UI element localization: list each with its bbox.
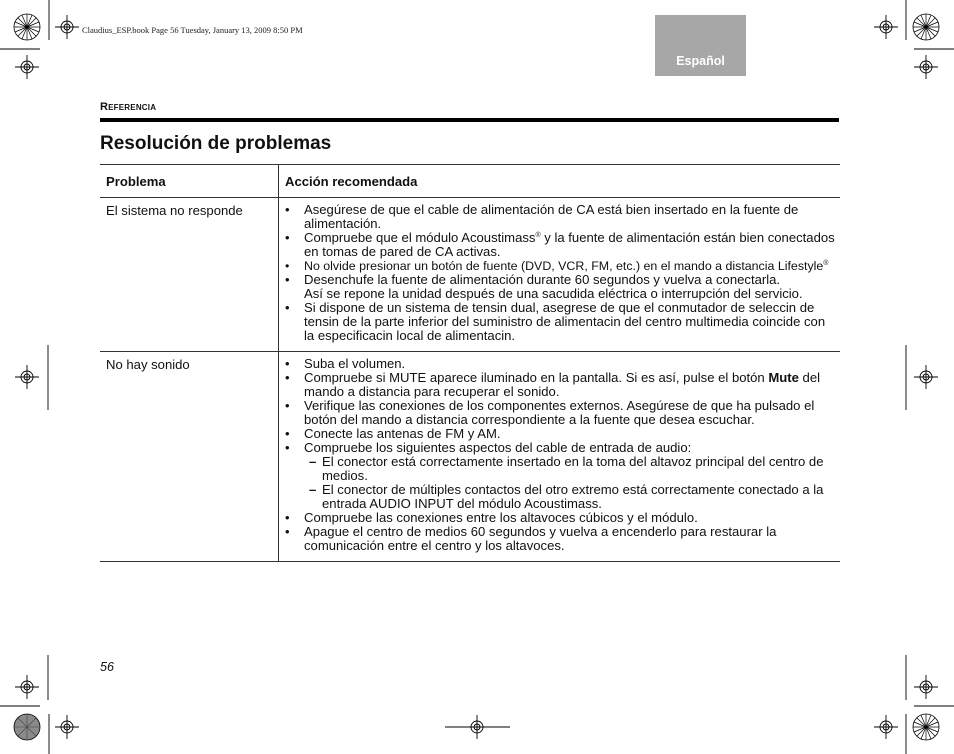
- action-cell: [279, 198, 841, 352]
- color-target-bottom-right: [913, 714, 939, 740]
- list-item: • No olvide presionar un botón de fuente (DVD, VCR, FM, etc.) en el mando a distancia Lifestyle®: [285, 259, 836, 273]
- section-rule: [100, 118, 839, 122]
- list-item: • Conecte las antenas de FM y AM.: [285, 427, 836, 441]
- list-item: • Suba el volumen.: [285, 357, 836, 371]
- table-row: [100, 352, 840, 562]
- language-tab-label: Español: [676, 54, 725, 68]
- sub-list-item: – El conector está correctamente insertado en la toma del altavoz principal del centro de medios.: [304, 455, 836, 483]
- action-list: [285, 203, 836, 343]
- table-header-row: [100, 165, 840, 198]
- column-header-action: Acción recomendada: [285, 174, 418, 189]
- list-item: • Asegúrese de que el cable de alimentación de CA está bien insertado en la fuente de alimentación.: [285, 203, 836, 231]
- print-header: Claudius_ESP.book Page 56 Tuesday, January 13, 2009 8:50 PM: [82, 25, 303, 35]
- page-number: 56: [100, 660, 114, 674]
- list-item: • Compruebe si MUTE aparece iluminado en la pantalla. Si es así, pulse el botón Mute del mando a distancia para recuperar el sonido.: [285, 371, 836, 399]
- list-item: • Desenchufe la fuente de alimentación durante 60 segundos y vuelva a conectarla. Así se repone la unidad después de una sacudida eléctrica o interrupción del servicio.: [285, 273, 836, 301]
- sub-list-item: – El conector de múltiples contactos del otro extremo está correctamente conectado a la entrada AUDIO INPUT del módulo Acoustimass.: [304, 483, 836, 511]
- color-target-bottom-left: [14, 714, 40, 740]
- problem-cell: No hay sonido: [100, 352, 279, 562]
- list-item: • Verifique las conexiones de los componentes externos. Asegúrese de que ha pulsado el botón del mando a distancia correspondiente a la fuente que desea escuchar.: [285, 399, 836, 427]
- section-label: Referencia: [100, 101, 157, 113]
- list-item: • Apague el centro de medios 60 segundos y vuelva a encenderlo para restaurar la comunicación entre el centro y los altavoces.: [285, 525, 836, 553]
- problem-cell: El sistema no responde: [100, 198, 279, 352]
- list-item: • Compruebe las conexiones entre los altavoces cúbicos y el módulo.: [285, 511, 836, 525]
- mute-button-reference: Mute: [768, 370, 799, 385]
- action-list: [285, 357, 836, 553]
- action-cell: [279, 352, 841, 562]
- column-header-problem: Problema: [100, 165, 279, 198]
- list-item: • Compruebe los siguientes aspectos del cable de entrada de audio: – El conector está correctamente insertado en la toma del altavoz principal del centro de medios. – El conector de múltiples contactos del otro extremo está correctamente conectado a la entrada AUDIO INPUT del módulo Acoustimass.: [285, 441, 836, 511]
- table-row: [100, 198, 840, 352]
- registered-mark: ®: [535, 232, 541, 239]
- language-tab: [655, 15, 746, 76]
- list-item: • Si dispone de un sistema de tensin dual, asegrese de que el conmutador de seleccin de tensin de la parte inferior del suministro de alimentacin del centro multimedia coincide con la especificacin local de alimentacin.: [285, 301, 836, 343]
- page-title: Resolución de problemas: [100, 133, 332, 154]
- sub-list: [304, 455, 836, 511]
- color-target-top-left: [14, 14, 40, 40]
- registered-mark: ®: [823, 260, 829, 267]
- list-item: • Compruebe que el módulo Acoustimass® y la fuente de alimentación están bien conectados en tomas de pared de CA activas.: [285, 231, 836, 259]
- troubleshooting-table: [100, 164, 840, 562]
- color-target-top-right: [913, 14, 939, 40]
